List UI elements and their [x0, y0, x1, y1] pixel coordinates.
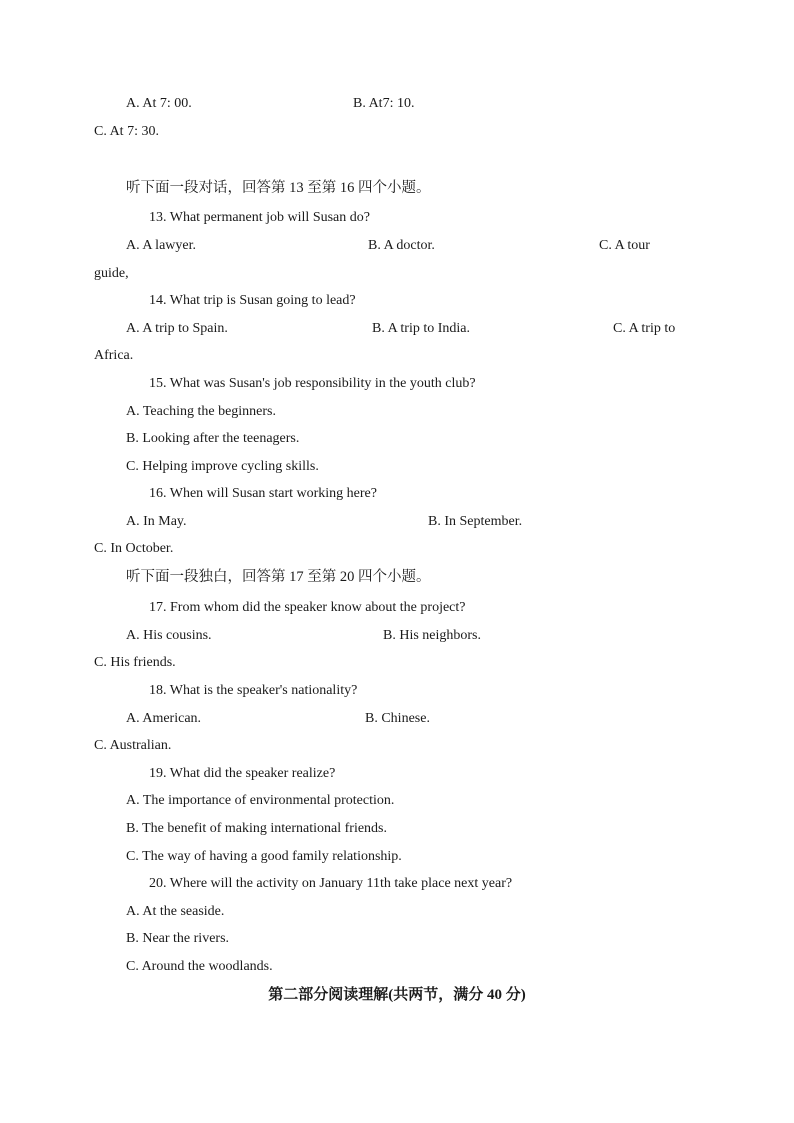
q12-option-c: C. At 7: 30. — [94, 124, 159, 139]
q14-stem: 14. What trip is Susan going to lead? — [149, 293, 356, 308]
q20-stem: 20. Where will the activity on January 11th take place next year? — [149, 876, 513, 891]
q18-option-b: B. Chinese. — [365, 711, 430, 726]
q15-stem: 15. What was Susan's job responsibility in the youth club? — [149, 376, 476, 391]
q17-option-b: B. His neighbors. — [383, 628, 481, 643]
q15-option-b: B. Looking after the teenagers. — [126, 431, 300, 446]
q15-option-c: C. Helping improve cycling skills. — [126, 459, 319, 474]
q18-stem: 18. What is the speaker's nationality? — [149, 683, 358, 698]
q17-stem: 17. From whom did the speaker know about the project? — [149, 600, 466, 615]
q19-option-b: B. The benefit of making international friends. — [126, 821, 388, 836]
q19-stem: 19. What did the speaker realize? — [149, 766, 336, 781]
q20-option-b: B. Near the rivers. — [126, 931, 230, 946]
q12-option-b: B. At7: 10. — [353, 96, 415, 111]
q13-option-c: C. A tour — [599, 238, 650, 253]
q20-option-c: C. Around the woodlands. — [126, 959, 273, 974]
q12-option-a: A. At 7: 00. — [126, 96, 192, 111]
q16-option-a: A. In May. — [126, 514, 187, 529]
part2-title: 第二部分阅读理解(共两节，满分 40 分) — [268, 987, 526, 1003]
q14-option-b: B. A trip to India. — [372, 321, 470, 336]
q13-option-b: B. A doctor. — [368, 238, 435, 253]
q19-option-a: A. The importance of environmental protection. — [126, 793, 395, 808]
section-13-16-instruction: 听下面一段对话，回答第 13 至第 16 四个小题。 — [126, 180, 431, 196]
q13-stem: 13. What permanent job will Susan do? — [149, 210, 370, 225]
q14-option-c-continued: Africa. — [94, 348, 134, 363]
q14-option-a: A. A trip to Spain. — [126, 321, 228, 336]
q16-option-b: B. In September. — [428, 514, 523, 529]
q13-option-a: A. A lawyer. — [126, 238, 196, 253]
q17-option-c: C. His friends. — [94, 655, 176, 670]
q13-option-c-continued: guide, — [94, 266, 129, 281]
q18-option-c: C. Australian. — [94, 738, 172, 753]
q16-option-c: C. In October. — [94, 541, 174, 556]
section-17-20-instruction: 听下面一段独白，回答第 17 至第 20 四个小题。 — [126, 569, 431, 585]
q17-option-a: A. His cousins. — [126, 628, 212, 643]
q16-stem: 16. When will Susan start working here? — [149, 486, 377, 501]
q19-option-c: C. The way of having a good family relationship. — [126, 849, 402, 864]
q14-option-c: C. A trip to — [613, 321, 676, 336]
q20-option-a: A. At the seaside. — [126, 904, 225, 919]
q15-option-a: A. Teaching the beginners. — [126, 404, 276, 419]
q18-option-a: A. American. — [126, 711, 202, 726]
